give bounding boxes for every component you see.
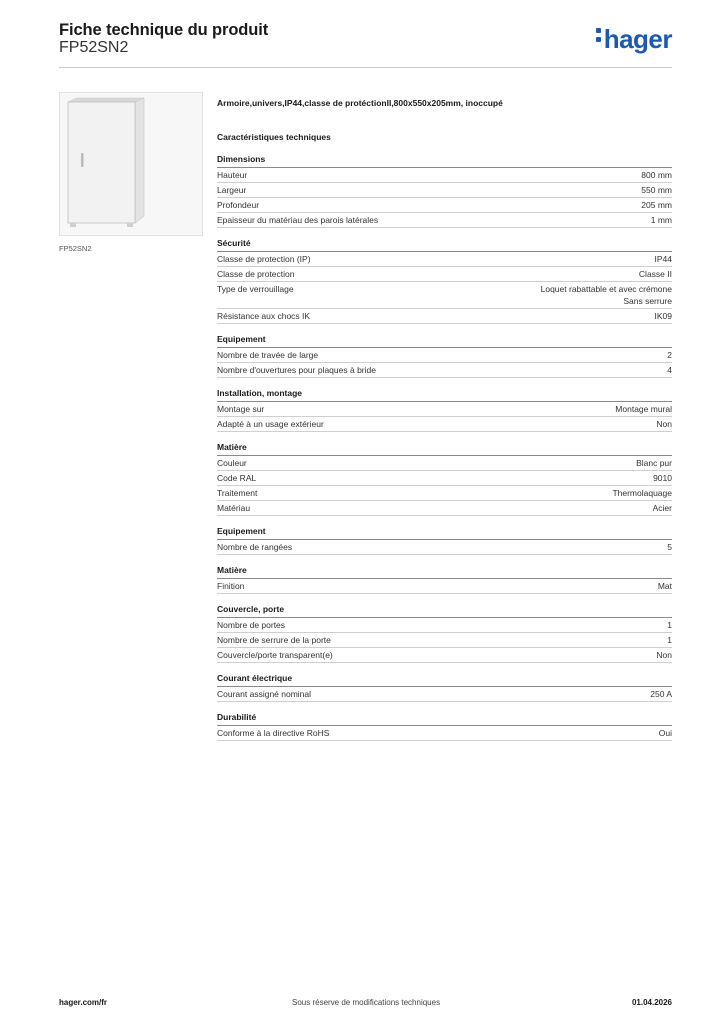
spec-label: Type de verrouillage <box>217 284 294 294</box>
spec-value-text: 1 mm <box>650 215 672 225</box>
spec-value <box>639 268 672 280</box>
spec-value-text: Blanc pur <box>636 458 672 468</box>
footer-date: 01.04.2026 <box>631 998 672 1007</box>
spec-row <box>217 252 672 267</box>
spec-value <box>655 310 673 322</box>
spec-label: Nombre de rangées <box>217 542 293 552</box>
section-title: Courant électrique <box>217 671 672 687</box>
spec-row <box>217 648 672 663</box>
spec-section <box>217 563 672 594</box>
section-title: Equipement <box>217 524 672 540</box>
spec-section <box>217 710 672 741</box>
section-title: Matière <box>217 563 672 579</box>
spec-value <box>667 634 672 646</box>
spec-label: Adapté à un usage extérieur <box>217 419 324 429</box>
spec-label: Nombre d'ouvertures pour plaques à bride <box>217 365 376 375</box>
spec-label: Nombre de serrure de la porte <box>217 635 331 645</box>
section-title: Durabilité <box>217 710 672 726</box>
spec-row <box>217 456 672 471</box>
spec-value <box>667 349 672 361</box>
spec-row <box>217 168 672 183</box>
spec-value-text: Acier <box>652 503 672 513</box>
spec-label: Couvercle/porte transparent(e) <box>217 650 333 660</box>
spec-value <box>658 580 672 592</box>
spec-value-text: 1 <box>667 620 672 630</box>
spec-value-text: 4 <box>667 365 672 375</box>
spec-value <box>656 649 672 661</box>
spec-value <box>653 472 672 484</box>
logo-dots-icon <box>596 24 602 46</box>
spec-label: Epaisseur du matériau des parois latérales <box>217 215 379 225</box>
spec-label: Classe de protection <box>217 269 295 279</box>
spec-label: Couleur <box>217 458 247 468</box>
spec-row <box>217 471 672 486</box>
spec-value <box>655 253 673 265</box>
cabinet-illustration-icon <box>60 93 202 235</box>
spec-label: Matériau <box>217 503 251 513</box>
spec-label: Classe de protection (IP) <box>217 254 311 264</box>
section-title: Matière <box>217 440 672 456</box>
spec-value-text: Oui <box>658 728 672 738</box>
spec-label: Profondeur <box>217 200 260 210</box>
spec-value <box>667 364 672 376</box>
spec-label: Conforme à la directive RoHS <box>217 728 330 738</box>
spec-label: Code RAL <box>217 473 257 483</box>
spec-value-text: IK09 <box>654 311 672 321</box>
spec-row <box>217 282 672 309</box>
spec-section <box>217 524 672 555</box>
spec-value-text: Non <box>656 419 672 429</box>
spec-value-text: 800 mm <box>641 170 672 180</box>
product-image <box>59 92 203 236</box>
header-divider <box>59 67 672 68</box>
spec-row <box>217 618 672 633</box>
spec-value-text: Thermolaquage <box>612 488 672 498</box>
spec-section <box>217 236 672 324</box>
spec-value-text: 1 <box>667 635 672 645</box>
spec-row <box>217 213 672 228</box>
spec-row <box>217 687 672 702</box>
spec-value <box>615 403 672 415</box>
spec-row <box>217 726 672 741</box>
spec-value-text-line2: Sans serrure <box>623 296 672 306</box>
spec-value <box>651 214 672 226</box>
spec-row <box>217 486 672 501</box>
section-title: Installation, montage <box>217 386 672 402</box>
spec-section <box>217 332 672 378</box>
spec-row <box>217 363 672 378</box>
spec-value <box>667 619 672 631</box>
spec-value <box>667 541 672 553</box>
spec-value-text: 250 A <box>650 689 672 699</box>
product-description: Armoire,univers,IP44,classe de protéctionII,800x550x205mm, inoccupé <box>217 98 503 108</box>
spec-label: Nombre de travée de large <box>217 350 319 360</box>
spec-value-text: 9010 <box>653 473 672 483</box>
spec-label: Résistance aux chocs IK <box>217 311 311 321</box>
spec-value <box>656 418 672 430</box>
spec-section <box>217 440 672 516</box>
spec-label: Nombre de portes <box>217 620 286 630</box>
spec-value <box>636 457 672 469</box>
spec-value <box>541 283 672 307</box>
spec-row <box>217 198 672 213</box>
spec-row <box>217 309 672 324</box>
footer-disclaimer: Sous réserve de modifications techniques <box>292 998 441 1007</box>
spec-value <box>653 502 672 514</box>
spec-sections <box>217 152 672 741</box>
logo-text: hager <box>603 24 672 54</box>
image-caption: FP52SN2 <box>59 244 92 253</box>
spec-row <box>217 402 672 417</box>
spec-value-text: 205 mm <box>641 200 672 210</box>
product-code: FP52SN2 <box>59 39 129 56</box>
spec-label: Montage sur <box>217 404 265 414</box>
spec-content <box>217 96 672 741</box>
spec-section <box>217 152 672 228</box>
spec-value-text: Montage mural <box>615 404 672 414</box>
spec-value <box>641 169 672 181</box>
spec-value-text: 2 <box>667 350 672 360</box>
spec-value-text: Classe II <box>638 269 672 279</box>
spec-label: Hauteur <box>217 170 248 180</box>
spec-section <box>217 602 672 663</box>
spec-row <box>217 579 672 594</box>
spec-row <box>217 633 672 648</box>
section-title: Couvercle, porte <box>217 602 672 618</box>
spec-section <box>217 671 672 702</box>
spec-label: Traitement <box>217 488 258 498</box>
spec-value <box>650 688 672 700</box>
spec-row <box>217 348 672 363</box>
spec-label: Courant assigné nominal <box>217 689 312 699</box>
spec-value-text: 550 mm <box>641 185 672 195</box>
section-title: Sécurité <box>217 236 672 252</box>
spec-row <box>217 417 672 432</box>
spec-value <box>659 727 672 739</box>
spec-label: Finition <box>217 581 245 591</box>
hager-logo <box>596 26 672 52</box>
page-title: Fiche technique du produit <box>59 21 269 39</box>
spec-row <box>217 267 672 282</box>
spec-value-text: IP44 <box>654 254 672 264</box>
spec-value <box>641 199 672 211</box>
spec-row <box>217 183 672 198</box>
spec-value-text: 5 <box>667 542 672 552</box>
spec-value-text: Non <box>656 650 672 660</box>
section-title: Equipement <box>217 332 672 348</box>
specs-heading: Caractéristiques techniques <box>217 132 331 142</box>
footer-website: hager.com/fr <box>59 998 108 1007</box>
spec-label: Largeur <box>217 185 247 195</box>
spec-value-text: Mat <box>657 581 672 591</box>
spec-row <box>217 501 672 516</box>
section-title: Dimensions <box>217 152 672 168</box>
spec-row <box>217 540 672 555</box>
spec-value <box>641 184 672 196</box>
spec-value-text: Loquet rabattable et avec crémone <box>540 284 672 294</box>
spec-section <box>217 386 672 432</box>
spec-value <box>612 487 672 499</box>
